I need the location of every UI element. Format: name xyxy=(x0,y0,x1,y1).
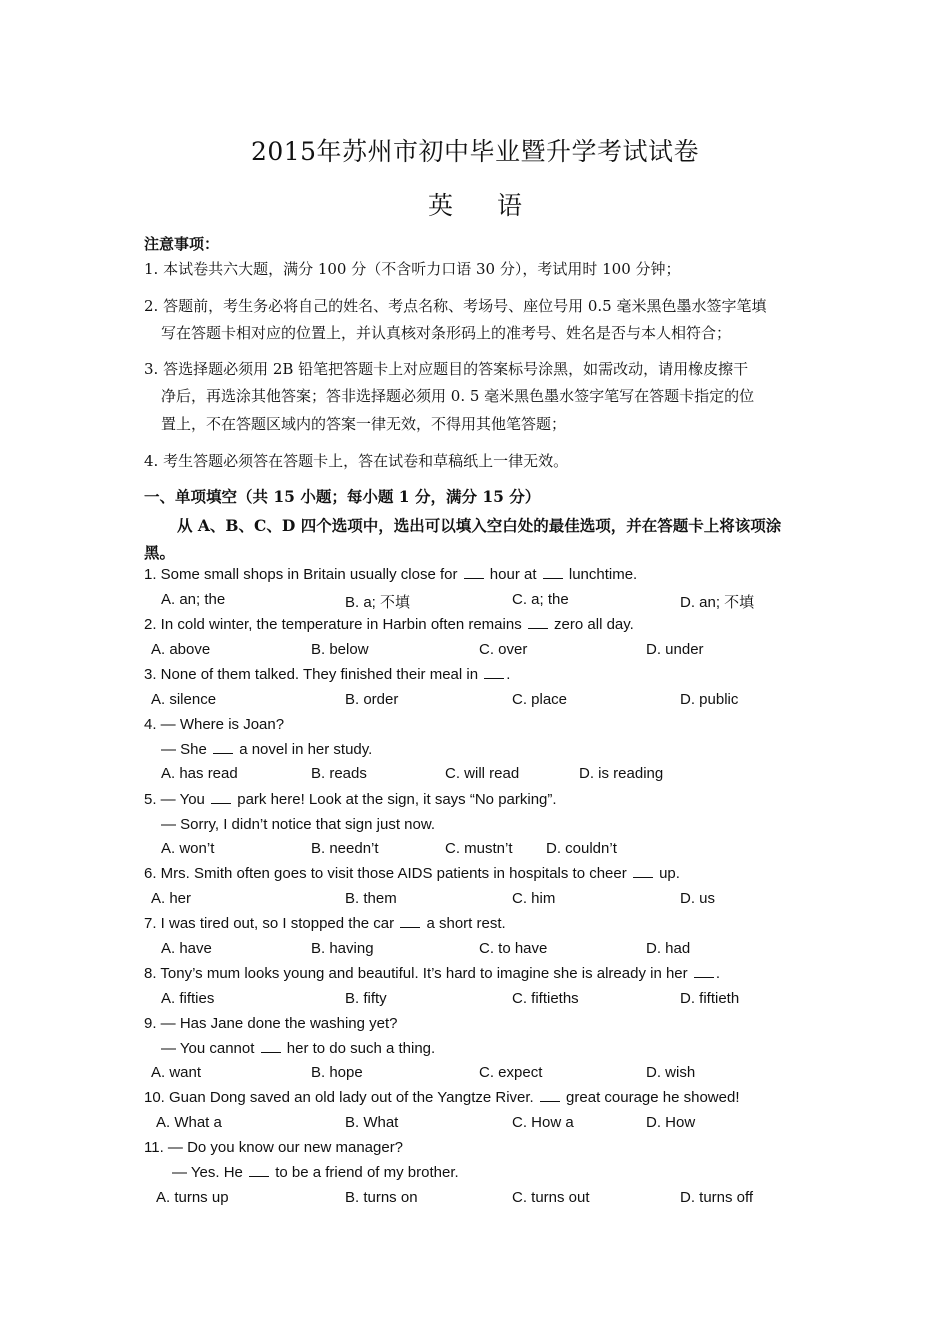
option-b: B. reads xyxy=(311,765,367,782)
notice-line: 写在答题卡相对应的位置上，并认真核对条形码上的准考号、姓名是否与本人相符合； xyxy=(161,324,732,342)
option-d: D. under xyxy=(646,641,704,658)
notice-line: 3. 答选择题必须用 2B 铅笔把答题卡上对应题目的答案标号涂黑，如需改动，请用橡皮擦干 xyxy=(144,360,749,378)
section-heading: 一、单项填空（共 15 小题；每小题 1 分，满分 15 分） xyxy=(144,487,541,506)
option-a: A. above xyxy=(151,641,211,658)
option-a: A. want xyxy=(151,1064,202,1081)
option-b: B. turns on xyxy=(345,1189,418,1206)
question-stem: 9. — Has Jane done the washing yet? xyxy=(144,1015,398,1032)
answer-blank xyxy=(543,566,563,579)
option-d: D. How xyxy=(646,1114,696,1131)
question-stem: 1. Some small shops in Britain usually close for hour at lunchtime. xyxy=(144,566,638,583)
notice-line: 净后，再选涂其他答案；答非选择题必须用 0. 5 毫米黑色墨水签字笔写在答题卡指定的位 xyxy=(161,387,755,405)
answer-blank xyxy=(249,1164,269,1177)
option-a: A. What a xyxy=(156,1114,222,1131)
answer-blank xyxy=(400,915,420,928)
option-c: C. over xyxy=(479,641,528,658)
option-d: D. us xyxy=(680,890,716,907)
answer-blank xyxy=(213,741,233,754)
answer-blank xyxy=(528,616,548,629)
section-instruction: 从 A、B、C、D 四个选项中，选出可以填入空白处的最佳选项，并在答题卡上将该项涂黑。 xyxy=(144,516,782,562)
notice-line: 2. 答题前，考生务必将自己的姓名、考点名称、考场号、座位号用 0.5 毫米黑色墨水签字笔填 xyxy=(144,297,767,315)
question-dialogue: — You cannot her to do such a thing. xyxy=(161,1040,436,1057)
option-c: C. mustn’t xyxy=(445,840,513,857)
option-c: C. will read xyxy=(445,765,520,782)
option-b: B. a; 不填 xyxy=(345,594,411,611)
question-stem: 5. — You park here! Look at the sign, it says “No parking”. xyxy=(144,791,557,808)
option-a: A. turns up xyxy=(156,1189,229,1206)
option-b: B. fifty xyxy=(345,990,387,1007)
notice-line: 1. 本试卷共六大题，满分 100 分（不含听力口语 30 分），考试用时 100 分钟； xyxy=(144,260,681,278)
answer-blank xyxy=(211,791,231,804)
option-a: A. fifties xyxy=(161,990,215,1007)
subject-title xyxy=(0,186,950,222)
option-a: A. an; the xyxy=(161,591,226,608)
question-stem: 3. None of them talked. They finished their meal in . xyxy=(144,666,511,683)
option-d: D. public xyxy=(680,691,739,708)
option-d: D. fiftieth xyxy=(680,990,740,1007)
option-a: A. has read xyxy=(161,765,238,782)
question-stem: 11. — Do you know our new manager? xyxy=(144,1139,404,1156)
option-c: C. place xyxy=(512,691,568,708)
answer-blank xyxy=(261,1040,281,1053)
option-d: D. couldn’t xyxy=(546,840,617,857)
option-c: C. fiftieths xyxy=(512,990,579,1007)
option-a: A. her xyxy=(151,890,192,907)
option-c: C. How a xyxy=(512,1114,574,1131)
question-dialogue: — Sorry, I didn’t notice that sign just now. xyxy=(161,816,436,833)
answer-blank xyxy=(540,1089,560,1102)
option-c: C. to have xyxy=(479,940,548,957)
answer-blank xyxy=(694,965,714,978)
answer-blank xyxy=(633,865,653,878)
option-b: B. having xyxy=(311,940,374,957)
exam-title: 2015年苏州市初中毕业暨升学考试试卷 xyxy=(250,137,700,166)
notice-heading: 注意事项： xyxy=(144,235,220,253)
option-a: A. silence xyxy=(151,691,217,708)
question-stem: 8. Tony’s mum looks young and beautiful. It’s hard to imagine she is already in her . xyxy=(144,965,720,982)
option-b: B. them xyxy=(345,890,397,907)
option-b: B. below xyxy=(311,641,369,658)
option-d: D. turns off xyxy=(680,1189,754,1206)
question-dialogue: — Yes. He to be a friend of my brother. xyxy=(172,1164,459,1181)
option-c: C. expect xyxy=(479,1064,543,1081)
option-d: D. wish xyxy=(646,1064,696,1081)
question-stem: 2. In cold winter, the temperature in Harbin often remains zero all day. xyxy=(144,616,634,633)
answer-blank xyxy=(464,566,484,579)
option-d: D. had xyxy=(646,940,691,957)
option-a: A. won’t xyxy=(161,840,215,857)
option-b: B. needn’t xyxy=(311,840,379,857)
subject-char-2: 语 xyxy=(497,191,523,220)
option-b: B. hope xyxy=(311,1064,363,1081)
question-stem: 10. Guan Dong saved an old lady out of the Yangtze River. great courage he showed! xyxy=(144,1089,740,1106)
question-stem: 4. — Where is Joan? xyxy=(144,716,285,733)
notice-line: 4. 考生答题必须答在答题卡上，答在试卷和草稿纸上一律无效。 xyxy=(144,452,569,470)
notice-line: 置上，不在答题区域内的答案一律无效，不得用其他笔答题； xyxy=(161,415,567,433)
option-a: A. have xyxy=(161,940,212,957)
subject-char-1: 英 xyxy=(427,191,453,220)
question-stem: 6. Mrs. Smith often goes to visit those AIDS patients in hospitals to cheer up. xyxy=(144,865,680,882)
option-c: C. him xyxy=(512,890,556,907)
option-b: B. order xyxy=(345,691,399,708)
answer-blank xyxy=(484,666,504,679)
option-d: D. an; 不填 xyxy=(680,594,755,611)
option-b: B. What xyxy=(345,1114,399,1131)
question-stem: 7. I was tired out, so I stopped the car a short rest. xyxy=(144,915,506,932)
option-c: C. a; the xyxy=(512,591,569,608)
question-dialogue: — She a novel in her study. xyxy=(161,741,373,758)
option-d: D. is reading xyxy=(579,765,664,782)
option-c: C. turns out xyxy=(512,1189,590,1206)
